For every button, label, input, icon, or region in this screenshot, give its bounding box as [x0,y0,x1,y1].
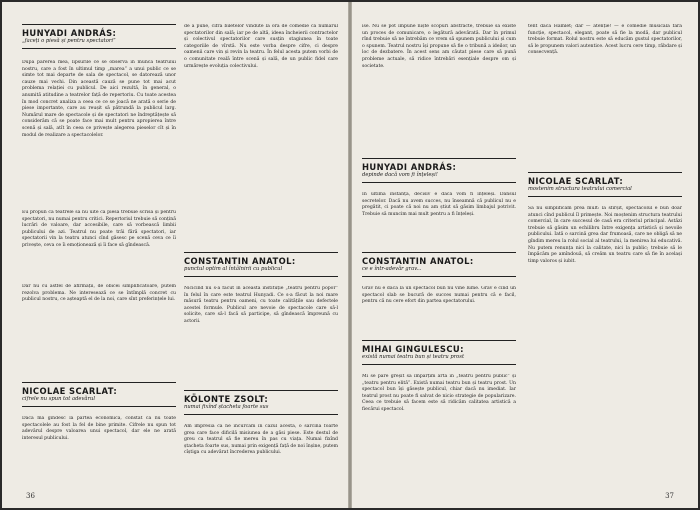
section-constantin-2 [362,252,516,277]
section-gingulescu [362,340,516,365]
section-heading: CONSTANTIN ANATOL: [184,256,296,266]
article-text: Eu propun ca teatrele să nu uite că piesa trebuie scrisă și pentru spectatori, nu numai pentru critici. Repertoriul trebuie să conțină lucrări de valoare, dar accesibile, care să vorbească limbii publicului de azi. Teatrul nu poate trăi fără spectatori, iar spectatorii vin la teatru atunci cînd găsesc pe scenă ceva ce îi privește, ceva ce îi emoționează și îi face să gîndească. [22,210,176,248]
section-scarlat-2 [528,172,682,197]
article-text: de a pune, cifra biletelor vîndute la ora de comedie ca numărul spectatorilor din sală; iar pe de altă, ideea încheierii contractelor și colectivul spectatorilor care susțin stagiunea în toate categoriile de vîrstă. Nu este vorba despre cifre, ci despre oamenii care vin și revin la teatru. În felul acesta putem vorbi de o comunitate reală între scenă și sală, de un public fidel care urmărește evoluția colectivului. [184,24,338,69]
section-subtitle: ce e într-adevăr grav... [362,266,422,272]
section-subtitle: există numai teatru bun și teatru prost [362,354,465,360]
article-text: Grav nu e dacă la un spectacol bun nu vine lume. Grav e cînd un spectacol slab se bucură de succes numai pentru că e facil, pentru că nu cere efort din partea spectatorului. [362,286,516,305]
section-heading: HUNYADI ANDRÁS: [362,162,457,172]
left-column-2 [184,24,338,486]
left-page [2,2,348,508]
section-scarlat-1 [22,382,176,407]
section-hunyadi-2 [362,158,516,183]
section-constantin-1 [184,252,338,277]
article-text: Dar nu cu astfel de afirmații, de obicei simplificatoare, putem rezolva problema. Ne interesează ce se întîmplă concret cu publicul nostru, ce așteaptă el de la noi, care sînt preferințele lui. [22,284,176,303]
page-number: 36 [26,492,35,500]
section-heading: CONSTANTIN ANATOL: [362,256,474,266]
section-kolonte [184,390,338,415]
section-heading: NICOLAE SCARLAT: [528,176,624,186]
section-subtitle: mostenim structura teatrului comercial [528,186,632,192]
article-text: ise. Nu se pot impune niște scopuri abstracte, trebuie să existe un proces de comunicare, o legătură adevărată. Dar în primul rînd trebuie să ne întrebăm ce vrem să spunem publicului și cum o spunem. Teatrul nostru își propune să fie o tribună a ideilor, un loc de dezbatere. În acest sens am căutat piese care să pună probleme actuale, să ridice întrebări esențiale despre om și societate. [362,24,516,69]
section-heading: KÖLONTE ZSOLT: [184,394,269,404]
right-column-1 [362,24,516,486]
section-subtitle: numai fixînd ștacheta foarte sus [184,404,269,410]
article-text: După părerea mea, lipsurile ce se observă în munca teatrului nostru, care a fost în ultimul timp „marea” a unui public ce se simte tot mai departe de sala de spectacol, se datorează unor cauze mai vechi. Din această cauză se pune tot mai acut problema relației cu publicul. De aici rezultă, în general, o anumită atitudine a teatrelor față de repertoriu. Cu toate acestea în mod concret analiza a ceea ce ce se joacă ne arată o serie de piese importante, care au reușit să pătrundă la publicul larg. Numărul mare de spectacole și de spectatori ne îndreptățește să considerăm că se poate face mai mult pentru apropierea între scenă și sală, atît în ceea ce privește alegerea pieselor cît și în modul de realizare a spectacolelor. [22,60,176,138]
section-subtitle: punctul optim al întâlnirii cu publicul [184,266,283,272]
article-text: Mi se pare greșit să împărțim arta în „teatru pentru public” și „teatru pentru elită”. Există numai teatru bun și teatru prost. Un spectacol bun își găsește publicul, chiar dacă nu imediat. Iar teatrul prost nu poate fi salvat de nicio strategie de popularizare. Ceea ce trebuie să facem este să ridicăm calitatea artistică a fiecărui spectacol. [362,374,516,412]
section-heading: NICOLAE SCARLAT: [22,386,118,396]
section-heading: MIHAI GINGULESCU: [362,344,464,354]
article-text: Dacă mă gîndesc la partea economică, constat că nu toate spectacolele au fost la fel de bine primite. Cifrele nu spun tot adevărul despre valoarea unui spectacol, dar ele ne arată interesul publicului. [22,416,176,441]
article-text: Să nu simplificăm prea mult: la sfîrșit, spectacolul e bun doar atunci cînd publicul îl primește. Noi moștenim structura teatrului comercial, în care succesul de casă era criteriul principal. Astăzi trebuie să găsim un echilibru între exigența artistică și nevoile publicului. Iată o sarcină grea dar frumoasă, care ne obligă să ne gîndim mereu la rolul social al teatrului, la menirea lui educativă. Nu putem renunța nici la calitate, nici la public; trebuie să le împăcăm pe amîndouă, să creăm un teatru care să fie în același timp valoros și iubit. [528,206,682,264]
right-column-2 [528,24,682,486]
section-heading: HUNYADI ANDRÁS: [22,28,117,38]
section-subtitle: depinde dacă vom fi înțeleși! [362,172,438,178]
magazine-spread [2,2,698,508]
article-text: Nicicînd nu s-a făcut în această instituție „teatru pentru popor” în felul în care este teatrul Hunyadi. Ce s-a făcut la noi mare măsură teatru pentru oameni, cu toate calitățile sau defectele acestei formule. Publicul are nevoie de spectacole care să-l solicite, care să-l facă să participe, să gîndească împreună cu actorii. [184,286,338,324]
left-column-1 [22,24,176,486]
right-page [352,2,698,508]
section-hunyadi-1 [22,24,176,49]
section-subtitle: „faceți o piesă și pentru spectatori” [22,38,116,44]
article-text: Am impresia că ne încurcăm în cazul acesta, o sarcină foarte grea care face dificilă misiunea de a găsi piese. Este destul de greu ca teatrul să fie mereu în pas cu viața. Numai fixînd ștacheta foarte sus, numai prin exigență față de noi înșine, putem cîștiga cu adevărat încrederea publicului. [184,424,338,456]
page-number: 37 [665,492,674,500]
article-text: În ultima instanță, decisiv e dacă vom fi înțeleși. Dansul secretelor. Dacă nu avem succes, nu înseamnă că publicul nu e pregătit, ci poate că noi nu am știut să găsim limbajul potrivit. Trebuie să muncim mai mult pentru a fi înțeleși. [362,192,516,217]
article-text: tent dacă Hamlet; dar — atenție! — e comedie musicală fără funcție, spectacol, elegant, poate să fie la modă, dar publicul trebuie format. Rolul nostru este să educăm gustul spectatorilor, să le propunem valori autentice. Acest lucru cere timp, răbdare și consecvență. [528,24,682,56]
section-subtitle: cifrele nu spun tot adevărul [22,396,95,402]
